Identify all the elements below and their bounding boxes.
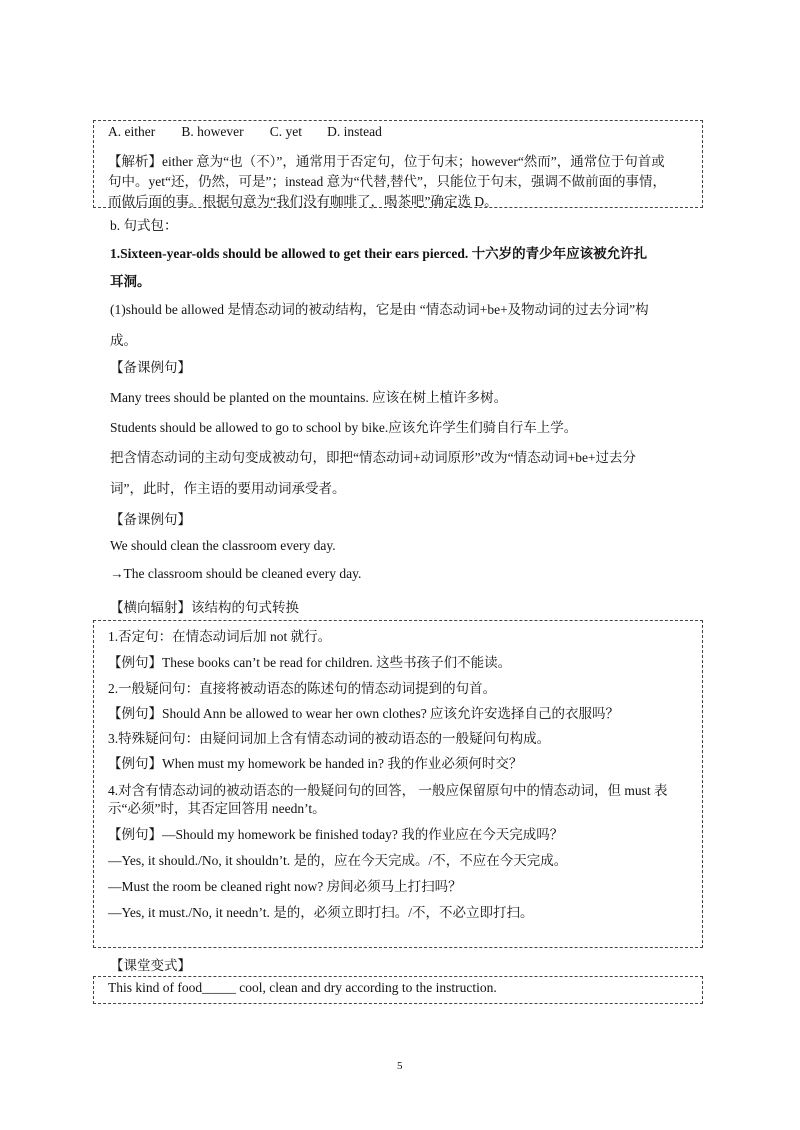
list-item: —Yes, it must./No, it needn’t. 是的，必须立即打扫。/不，不必立即打扫。 xyxy=(108,905,534,920)
list-item: 3.特殊疑问句：由疑问词加上含有情态动词的被动语态的一般疑问句构成。 xyxy=(108,731,551,746)
list-item: 【例句】These books can’t be read for children. 这些书孩子们不能读。 xyxy=(108,655,512,670)
list-item: 4.对含有情态动词的被动语态的一般疑问句的回答， 一般应保留原句中的情态动词，但 must 表 xyxy=(108,783,668,798)
rule-line-2: 词”，此时，作主语的要用动词承受者。 xyxy=(110,481,346,496)
explanation-line-1: (1)should be allowed 是情态动词的被动结构，它是由 “情态动词+be+及物动词的过去分词”构 xyxy=(110,302,649,317)
page-number: 5 xyxy=(397,1060,403,1072)
example-sentence-4: →The classroom should be cleaned every day. xyxy=(110,566,362,581)
key-sentence-line-2: 耳洞。 xyxy=(110,274,151,289)
list-item: 【例句】When must my homework be handed in? 我的作业必须何时交？ xyxy=(108,756,523,771)
list-item: —Must the room be cleaned right now? 房间必须马上打扫吗？ xyxy=(108,879,462,894)
analysis-line-2: 句中。yet“还，仍然，可是”；instead 意为“代替,替代”，只能位于句末，强调不做前面的事情， xyxy=(108,174,666,189)
list-item: 【例句】—Should my homework be finished today? 我的作业应在今天完成吗？ xyxy=(108,827,564,842)
practice-question: This kind of food_____ cool, clean and dry according to the instruction. xyxy=(108,980,497,995)
explanation-line-2: 成。 xyxy=(110,333,137,348)
section-heading: b. 句式包： xyxy=(110,218,178,233)
option-a: A. either xyxy=(108,124,156,139)
example-sentence-2: Students should be allowed to go to school by bike.应该允许学生们骑自行车上学。 xyxy=(110,420,578,435)
list-item: —Yes, it should./No, it shouldn’t. 是的，应在今天完成。/不，不应在今天完成。 xyxy=(108,853,568,868)
list-item: 1.否定句：在情态动词后加 not 就行。 xyxy=(108,629,332,644)
list-item: 【例句】Should Ann be allowed to wear her own clothes? 应该允许安选择自己的衣服吗？ xyxy=(108,706,620,721)
example-header-1: 【备课例句】 xyxy=(110,360,191,375)
example-sentence-1: Many trees should be planted on the mountains. 应该在树上植许多树。 xyxy=(110,390,508,405)
example-sentence-3: We should clean the classroom every day. xyxy=(110,538,336,553)
option-d: D. instead xyxy=(327,124,382,139)
answer-options xyxy=(108,124,382,140)
rule-line-1: 把含情态动词的主动句变成被动句，即把“情态动词+动词原形”改为“情态动词+be+过去分 xyxy=(110,450,637,465)
analysis-line-3: 而做后面的事。根据句意为“我们没有咖啡了，喝茶吧”确定选 D。 xyxy=(108,194,498,209)
list-item: 2.一般疑问句：直接将被动语态的陈述句的情态动词提到的句首。 xyxy=(108,681,497,696)
practice-header: 【课堂变式】 xyxy=(110,958,191,973)
analysis-line-1: 【解析】either 意为“也（不）”，通常用于否定句，位于句末；however“然而”，通常位于句首或 xyxy=(108,154,665,169)
key-sentence-line-1: 1.Sixteen-year-olds should be allowed to get their ears pierced. 十六岁的青少年应该被允许扎 xyxy=(110,246,648,261)
option-c: C. yet xyxy=(269,124,302,139)
radiation-header: 【横向辐射】该结构的句式转换 xyxy=(110,600,299,615)
example-header-2: 【备课例句】 xyxy=(110,512,191,527)
option-b: B. however xyxy=(181,124,244,139)
list-item: 示“必须”时，其否定回答用 needn’t。 xyxy=(108,801,326,816)
